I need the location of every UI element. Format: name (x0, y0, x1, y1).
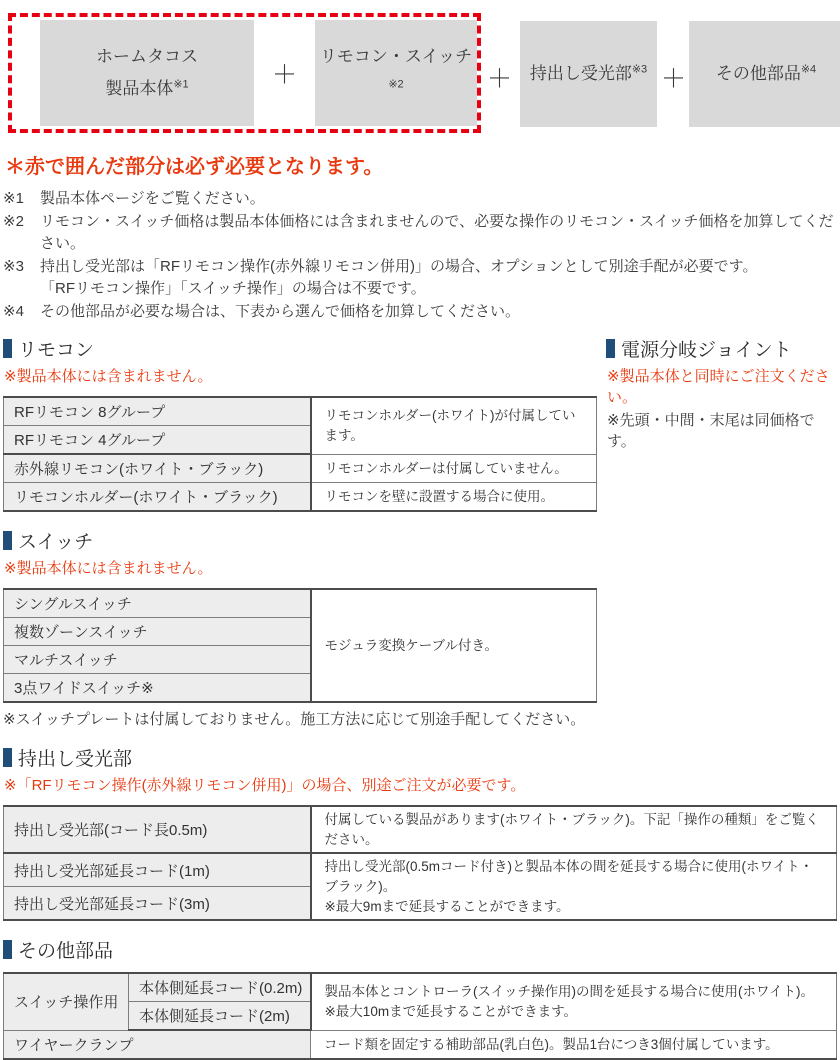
footnote-4 (3, 301, 840, 323)
footnote-ref: ※3 (631, 63, 648, 76)
desc-line1: 製品本体とコントローラ(スイッチ操作用)の間を延長する場合に使用(ホワイト)。 (324, 984, 815, 1000)
footnote-text-line1: 持出し受光部は「RFリモコン操作(赤外線リモコン併用)」の場合、オプションとして別途手配が必要です。 (40, 258, 758, 276)
table-row (4, 806, 837, 853)
switch-section-heading (3, 527, 840, 554)
section-remote (3, 335, 599, 512)
footnote-text: リモコン・スイッチ価格は製品本体価格には含まれませんので、必要な操作のリモコン・スイッチ価格を加算してください。 (40, 213, 834, 253)
receiver-section-note: ※「RFリモコン操作(赤外線リモコン併用)」の場合、別途ご注文が必要です。 (4, 777, 526, 795)
power-joint-note-red: ※製品本体と同時にご注文ください。 (607, 368, 830, 407)
item-cell: 複数ゾーンスイッチ (4, 618, 311, 646)
remote-section-note: ※製品本体には含まれません。 (4, 368, 213, 386)
desc-cell (311, 853, 837, 920)
table-row (4, 483, 597, 512)
desc-cell: リモコンホルダーは付属していません。 (311, 454, 597, 483)
box-label-line2: 製品本体$^{※1}$ (105, 78, 189, 98)
desc-line1: 持出し受光部(0.5mコード付き)と製品本体の間を延長する場合に使用(ホワイト・ブラック)。 (324, 859, 814, 894)
desc-line2: ※最大10mまで延長することができます。 (324, 1003, 577, 1019)
item-cell: 3点ワイドスイッチ※ (4, 674, 311, 703)
other-parts-table (3, 972, 837, 1060)
section-title: リモコン (18, 340, 95, 362)
footnote-2 (3, 211, 840, 255)
table-row (4, 1030, 837, 1059)
desc-cell: モジュラ変換ケーブル付き。 (311, 589, 597, 702)
power-joint-note: ※先頭・中間・末尾は同価格です。 (607, 412, 815, 451)
footnote-ref: ※4 (800, 63, 817, 76)
item-cell: RFリモコン 4グループ (4, 426, 311, 455)
item-cell: 持出し受光部延長コード(3m) (4, 887, 311, 920)
section-title: スイッチ (18, 532, 94, 554)
item-cell: マルチスイッチ (4, 646, 311, 674)
required-note: ＊赤で囲んだ部分は必ず必要となります。 (5, 156, 384, 178)
table-row (4, 397, 597, 426)
footnote-marker: ※3 (3, 258, 24, 276)
remote-section-heading (3, 335, 599, 362)
remote-table (3, 396, 597, 512)
item-cell: 本体側延長コード(2m) (129, 1002, 311, 1031)
box-label: 持出し受光部$^{※3}$ (529, 63, 648, 83)
top-diagram (3, 0, 840, 147)
table-row (4, 589, 597, 618)
section-marker (3, 339, 12, 358)
desc-cell: コード類を固定する補助部品(乳白色)。製品1台につき3個付属しています。 (311, 1030, 837, 1059)
item-cell: RFリモコン 8グループ (4, 397, 311, 426)
group-cell: スイッチ操作用 (4, 973, 129, 1030)
desc-cell: リモコンホルダー(ホワイト)が付属しています。 (311, 397, 597, 454)
footnote-text: 製品本体ページをご覧ください。 (40, 190, 265, 207)
box-label: その他部品$^{※4}$ (715, 63, 817, 83)
receiver-table (3, 805, 837, 921)
item-cell: シングルスイッチ (4, 589, 311, 618)
plus-icon: ＋ (271, 61, 297, 89)
section-marker (606, 339, 615, 358)
footnote-marker: ※2 (3, 213, 24, 231)
table-row (4, 973, 837, 1002)
diagram-box-other-parts (689, 21, 840, 127)
footnote-text-line2: 「RFリモコン操作」「スイッチ操作」の場合は不要です。 (40, 280, 426, 298)
section-title: 電源分岐ジョイント (621, 340, 792, 362)
item-cell: リモコンホルダー(ホワイト・ブラック) (4, 483, 311, 512)
section-title: その他部品 (18, 941, 114, 963)
footnote-1 (3, 188, 840, 210)
box-label-line1: ホームタコス (96, 46, 198, 66)
required-parts-outline (8, 13, 481, 133)
section-marker (3, 748, 12, 767)
diagram-box-product-body (40, 20, 254, 126)
section-switch (3, 527, 840, 729)
plus-icon: ＋ (487, 65, 513, 93)
footnote-ref: ※2 (388, 78, 404, 91)
section-power-joint (606, 335, 840, 454)
item-cell: 持出し受光部(コード長0.5m) (4, 806, 311, 853)
section-receiver (3, 744, 840, 921)
table-row (4, 853, 837, 886)
table-row (4, 454, 597, 483)
item-cell: 持出し受光部延長コード(1m) (4, 853, 311, 886)
section-marker (3, 531, 12, 550)
footnote-marker: ※1 (3, 190, 24, 207)
box-label: リモコン・スイッチ$^{※2}$ (319, 46, 473, 91)
power-joint-heading (606, 335, 840, 362)
footnote-marker: ※4 (3, 303, 24, 321)
footnote-ref: ※1 (173, 78, 189, 91)
desc-cell (311, 973, 837, 1030)
receiver-section-heading (3, 744, 840, 771)
switch-table-footnote: ※スイッチプレートは付属しておりません。施工方法に応じて別途手配してください。 (3, 711, 586, 729)
remote-and-powerjoint-row (3, 335, 840, 512)
section-other-parts (3, 936, 840, 1060)
plus-icon: ＋ (661, 65, 687, 93)
diagram-box-receiver (520, 21, 657, 127)
item-cell: 本体側延長コード(0.2m) (129, 973, 311, 1002)
item-cell: ワイヤークランプ (4, 1030, 311, 1059)
item-cell: 赤外線リモコン(ホワイト・ブラック) (4, 454, 311, 483)
other-section-heading (3, 936, 840, 963)
section-title: 持出し受光部 (18, 749, 133, 771)
footnote-text (40, 256, 840, 300)
footnote-3 (3, 256, 840, 300)
footnote-text: その他部品が必要な場合は、下表から選んで価格を加算してください。 (40, 303, 521, 321)
desc-line2: ※最大9mまで延長することができます。 (324, 898, 570, 914)
section-marker (3, 940, 12, 959)
switch-table (3, 588, 597, 703)
diagram-box-remote-switch (315, 20, 477, 126)
desc-cell: リモコンを壁に設置する場合に使用。 (311, 483, 597, 512)
switch-section-note: ※製品本体には含まれません。 (4, 560, 213, 578)
desc-cell: 付属している製品があります(ホワイト・ブラック)。下記「操作の種類」をご覧ください。 (311, 806, 837, 853)
